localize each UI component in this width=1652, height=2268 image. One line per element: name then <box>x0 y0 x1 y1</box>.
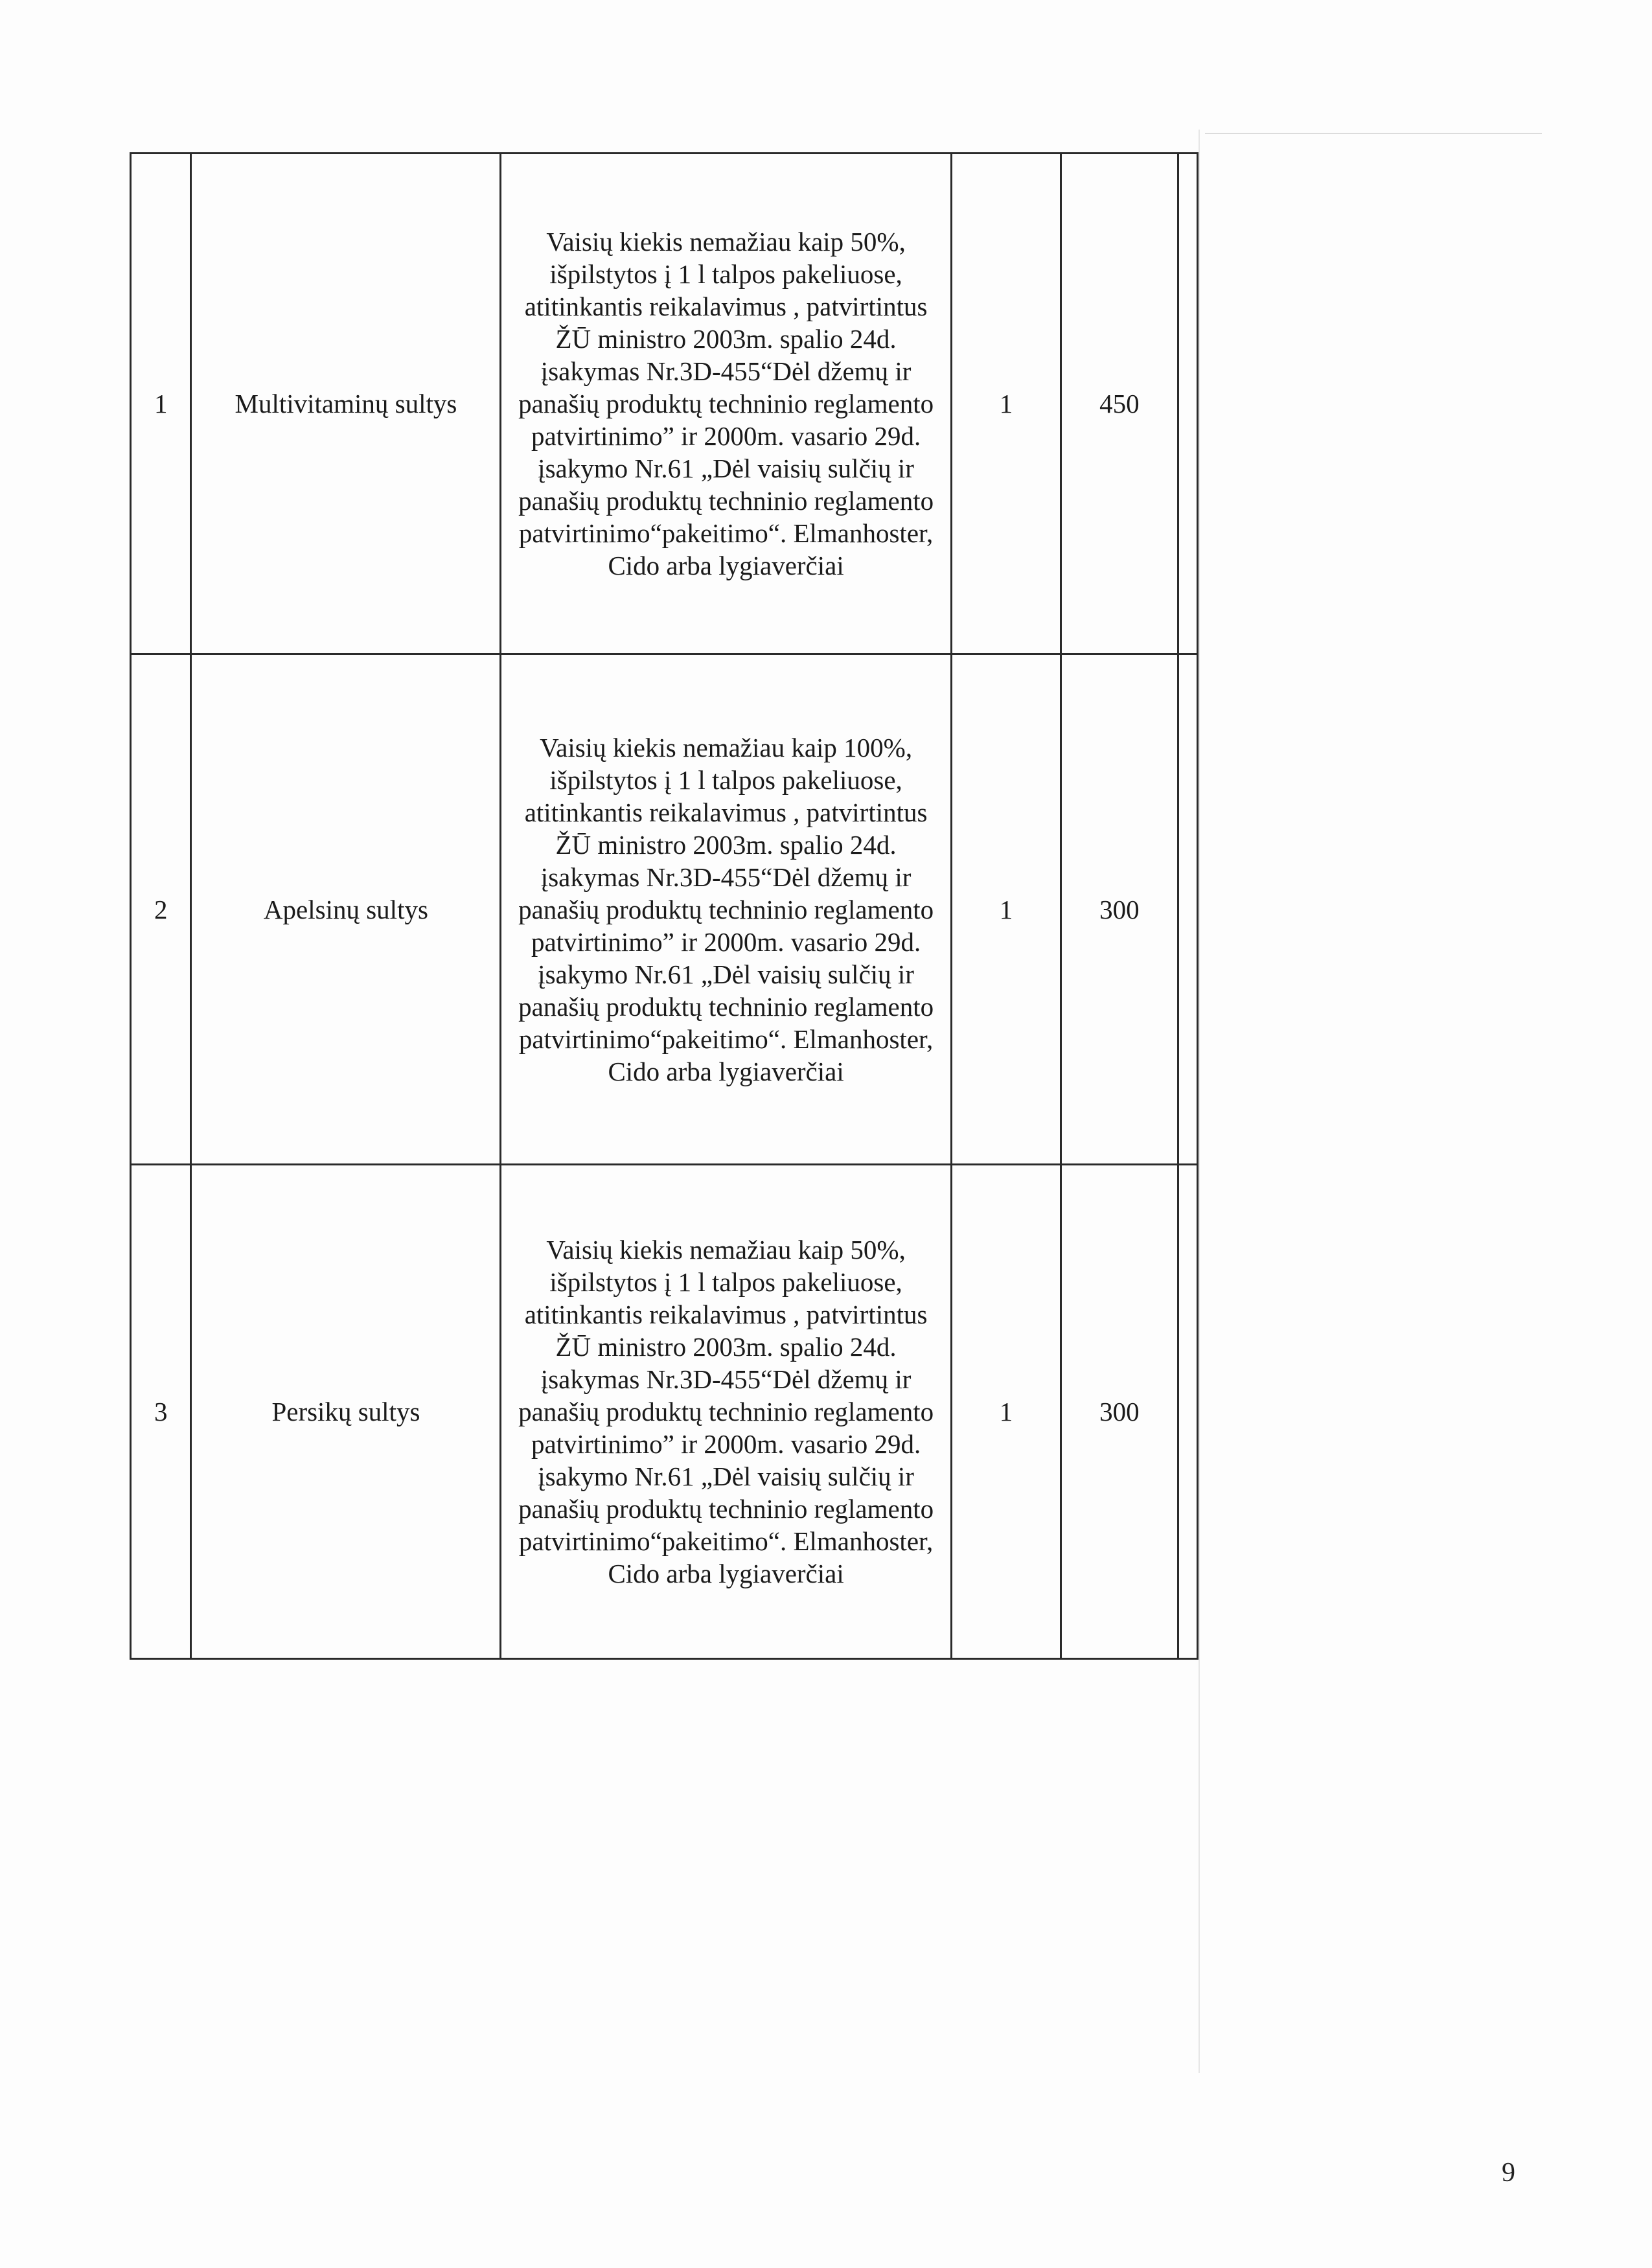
product-name: Persikų sultys <box>191 1165 501 1659</box>
product-name: Multivitaminų sultys <box>191 154 501 654</box>
table-row <box>131 154 1198 654</box>
product-description: Vaisių kiekis nemažiau kaip 50%, išpilstytos į 1 l talpos pakeliuose, atitinkantis reikalavimus , patvirtintus ŽŪ ministro 2003m. spalio 24d. įsakymas Nr.3D-455“Dėl džemų ir panašių produktų techninio reglamento patvirtinimo” ir 2000m. vasario 29d. įsakymo Nr.61 „Dėl vaisių sulčių ir panašių produktų techninio reglamento patvirtinimo“pakeitimo“. Elmanhoster, Cido arba lygiaverčiai <box>501 1165 951 1659</box>
product-quantity: 1 <box>951 154 1061 654</box>
product-amount: 300 <box>1061 654 1178 1165</box>
row-number: 2 <box>131 654 191 1165</box>
empty-cell <box>1178 654 1197 1165</box>
empty-cell <box>1178 154 1197 654</box>
show-through-line <box>1205 133 1542 134</box>
product-amount: 450 <box>1061 154 1178 654</box>
product-description: Vaisių kiekis nemažiau kaip 100%, išpilstytos į 1 l talpos pakeliuose, atitinkantis reikalavimus , patvirtintus ŽŪ ministro 2003m. spalio 24d. įsakymas Nr.3D-455“Dėl džemų ir panašių produktų techninio reglamento patvirtinimo” ir 2000m. vasario 29d. įsakymo Nr.61 „Dėl vaisių sulčių ir panašių produktų techninio reglamento patvirtinimo“pakeitimo“. Elmanhoster, Cido arba lygiaverčiai <box>501 654 951 1165</box>
product-quantity: 1 <box>951 1165 1061 1659</box>
row-number: 1 <box>131 154 191 654</box>
table-row <box>131 654 1198 1165</box>
show-through-area <box>1199 130 1543 2073</box>
table-row <box>131 1165 1198 1659</box>
product-quantity: 1 <box>951 654 1061 1165</box>
product-description: Vaisių kiekis nemažiau kaip 50%, išpilstytos į 1 l talpos pakeliuose, atitinkantis reikalavimus , patvirtintus ŽŪ ministro 2003m. spalio 24d. įsakymas Nr.3D-455“Dėl džemų ir panašių produktų techninio reglamento patvirtinimo” ir 2000m. vasario 29d. įsakymo Nr.61 „Dėl vaisių sulčių ir panašių produktų techninio reglamento patvirtinimo“pakeitimo“. Elmanhoster, Cido arba lygiaverčiai <box>501 154 951 654</box>
empty-cell <box>1178 1165 1197 1659</box>
product-amount: 300 <box>1061 1165 1178 1659</box>
page-number: 9 <box>1502 2158 1515 2188</box>
product-name: Apelsinų sultys <box>191 654 501 1165</box>
product-table <box>130 152 1199 1660</box>
row-number: 3 <box>131 1165 191 1659</box>
